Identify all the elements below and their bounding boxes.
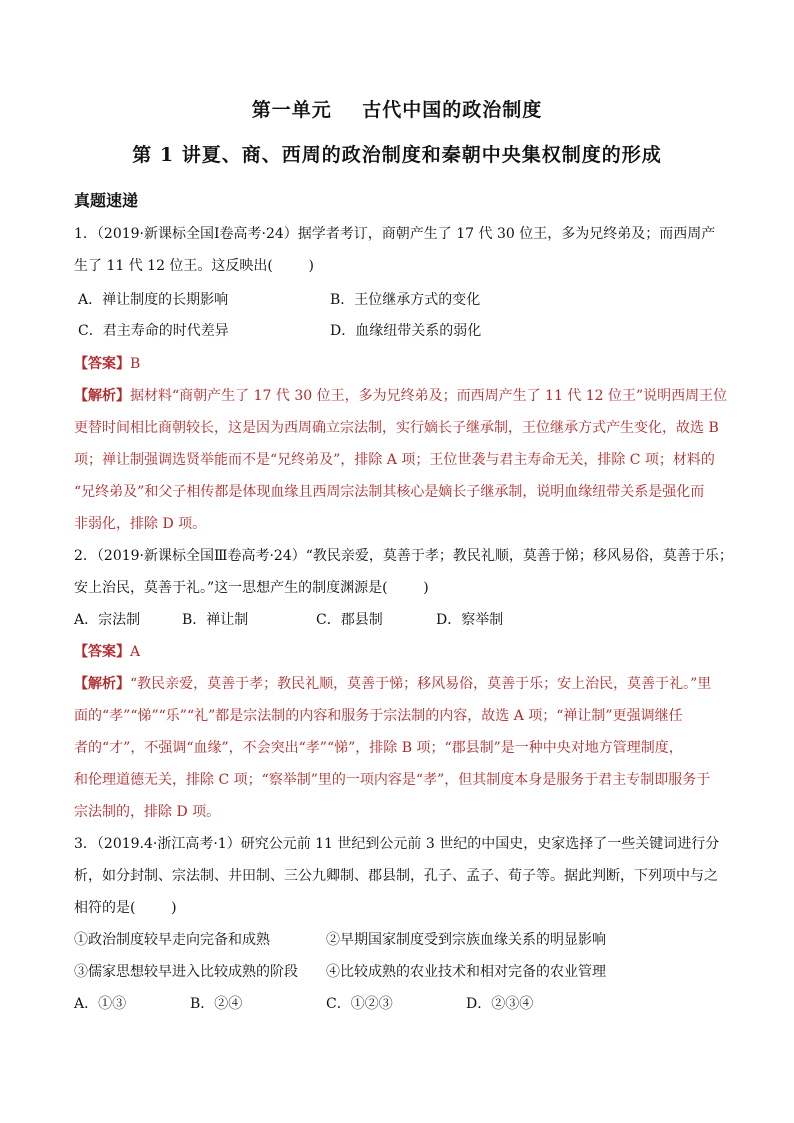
q3-stem-line: 相符的是( ) [74,900,177,916]
q3-option-b: B．②④ [190,996,243,1012]
q2-analysis-line: 面的“孝”“悌”“乐”“礼”都是宗法制的内容和服务于宗法制的内容，故选 A 项；“禅让制”更强调继任 [74,708,683,724]
q3-option-a: A．①③ [74,996,127,1012]
q1-option-d: D．血缘纽带关系的弱化 [330,323,482,339]
section-title: 真题速递 [74,191,139,210]
q2-option-c: C．郡县制 [316,612,383,628]
q2-option-a: A．宗法制 [74,612,141,628]
q3-stem-line: 析，如分封制、宗法制、井田制、三公九卿制、郡县制，孔子、孟子、荀子等。据此判断，下列项中与之 [74,868,718,884]
q1-analysis-line [74,386,727,406]
q1-stem-line: 1．（2019·新课标全国Ⅰ卷高考·24）据学者考订，商朝产生了 17 代 30 位王，多为兄终弟及；而西周产 [74,226,716,242]
analysis-text: “教民亲爱，莫善于孝；教民礼顺，莫善于悌；移风易俗，莫善于乐；安上治民，莫善于礼。”里 [130,676,712,692]
answer-value: A [130,644,141,660]
q2-stem-line: 安上治民，莫善于礼。”这一思想产生的制度渊源是( ) [74,580,429,596]
q3-option-d: D．②③④ [466,996,534,1012]
q2-analysis-line: 者的“才”，不强调“血缘”，不会突出“孝”“悌”，排除 B 项；“郡县制”是一种中央对地方管理制度， [74,740,683,756]
q1-analysis-line: 项；禅让制强调选贤举能而不是“兄终弟及”，排除 A 项；王位世袭与君主寿命无关，排除 C 项；材料的 [74,452,715,468]
q1-option-c: C．君主寿命的时代差异 [78,323,229,339]
q2-stem-line: 2．（2019·新课标全国Ⅲ卷高考·24）“教民亲爱，莫善于孝；教民礼顺，莫善于悌；移风易俗，莫善于乐； [74,548,733,564]
q3-item-3: ③儒家思想较早进入比较成熟的阶段 [74,964,298,980]
q2-option-b: B．禅让制 [182,612,249,628]
q2-analysis-line: 和伦理道德无关，排除 C 项；“察举制”里的一项内容是“孝”，但其制度本身是服务于君主专制即服务于 [74,772,711,788]
analysis-text: 据材料“商朝产生了 17 代 30 位王，多为兄终弟及；而西周产生了 11 代 12 位王”说明西周王位 [130,388,728,404]
q1-answer [74,354,140,374]
q3-option-c: C．①②③ [326,996,393,1012]
answer-tag: 【答案】 [74,644,130,660]
q1-analysis-line: 非弱化，排除 D 项。 [74,516,207,532]
q1-option-b: B．王位继承方式的变化 [330,292,481,308]
lesson-title: 第 1 讲夏、商、西周的政治制度和秦朝中央集权制度的形成 [132,144,662,166]
q2-answer [74,642,140,662]
analysis-tag: 【解析】 [74,388,130,404]
q3-item-2: ②早期国家制度受到宗族血缘关系的明显影响 [326,932,606,948]
q1-stem-line: 生了 11 代 12 位王。这反映出( ) [74,258,314,274]
q2-option-d: D．察举制 [436,612,504,628]
q2-analysis-line: 宗法制的，排除 D 项。 [74,804,221,820]
answer-value: B [130,356,141,372]
unit-title: 第一单元 古代中国的政治制度 [251,99,543,121]
q1-analysis-line: “兄终弟及”和父子相传都是体现血缘且西周宗法制其核心是嫡长子继承制，说明血缘纽带关系是强化而 [74,484,705,500]
q1-option-a: A．禅让制度的长期影响 [78,292,229,308]
q3-item-4: ④比较成熟的农业技术和相对完备的农业管理 [326,964,606,980]
q3-item-1: ①政治制度较早走向完备和成熟 [74,932,270,948]
answer-tag: 【答案】 [74,356,130,372]
analysis-tag: 【解析】 [74,676,130,692]
q1-analysis-line: 更替时间相比商朝较长，这是因为西周确立宗法制，实行嫡长子继承制，王位继承方式产生变化，故选 B [74,420,719,436]
q2-analysis-line [74,674,711,694]
q3-stem-line: 3．（2019.4·浙江高考·1）研究公元前 11 世纪到公元前 3 世纪的中国史，史家选择了一些关键词进行分 [74,836,720,852]
